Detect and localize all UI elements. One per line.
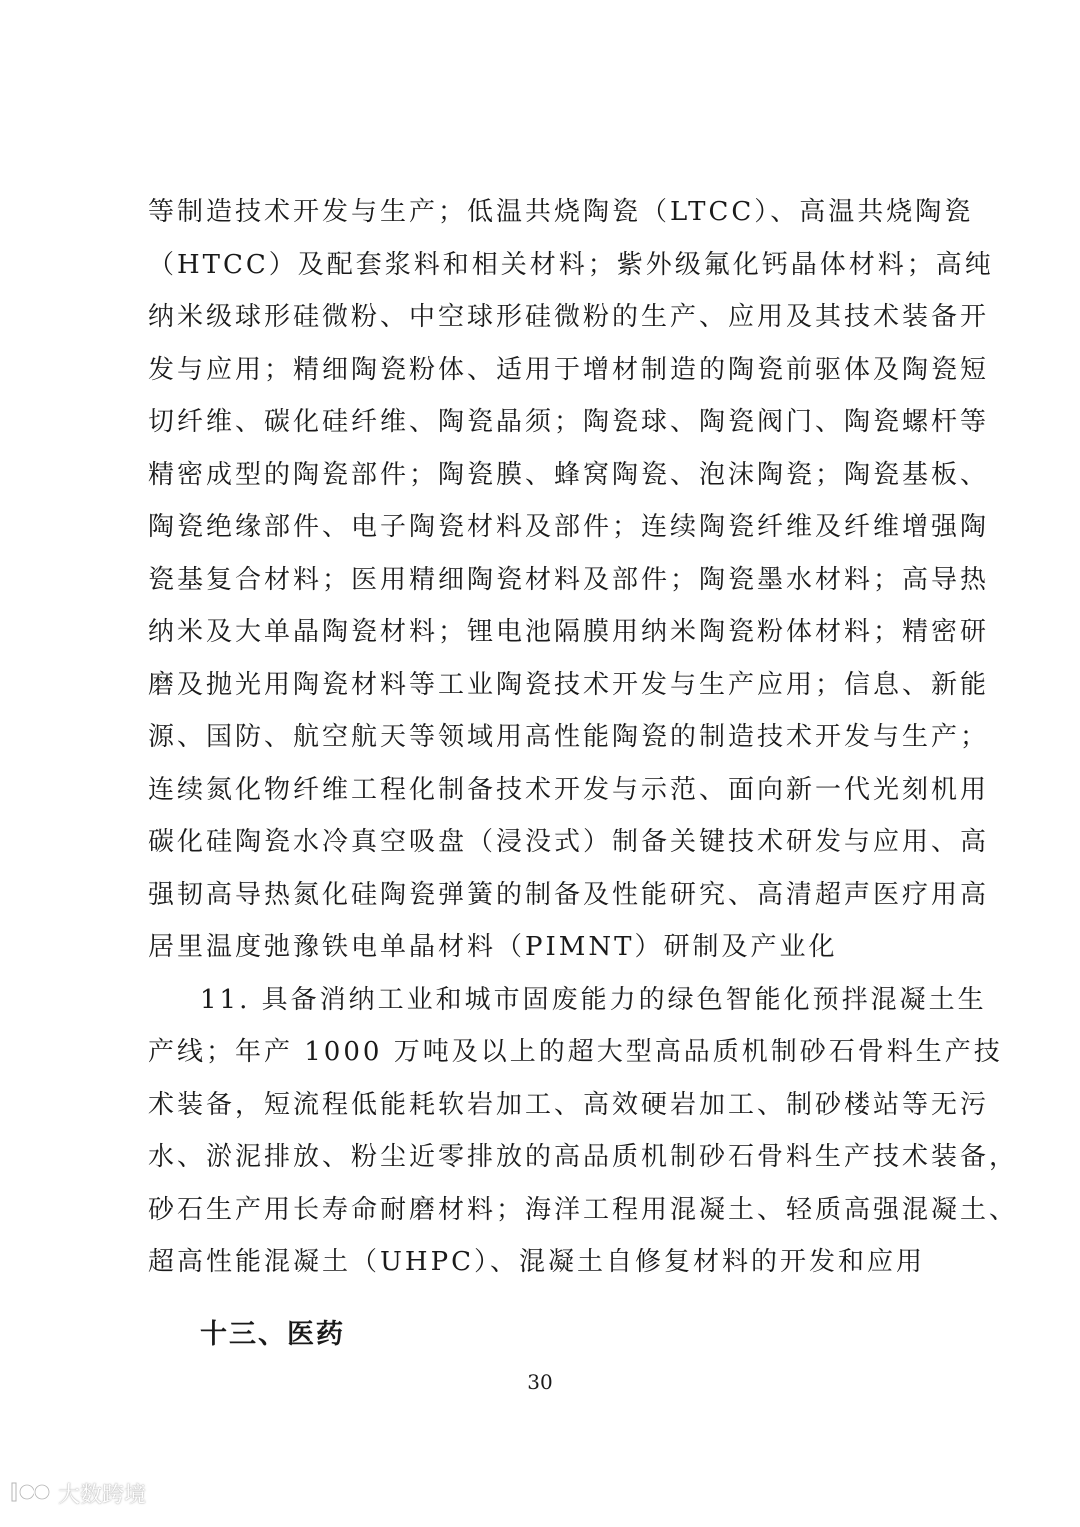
text-line: 连续氮化物纤维工程化制备技术开发与示范、面向新一代光刻机用 xyxy=(148,774,990,805)
watermark xyxy=(8,1478,146,1509)
text-line: 碳化硅陶瓷水冷真空吸盘（浸没式）制备关键技术研发与应用、高 xyxy=(148,827,990,857)
text-line: 源、国防、航空航天等领域用高性能陶瓷的制造技术开发与生产； xyxy=(148,722,990,752)
text-line: 居里温度弛豫铁电单晶材料（PIMNT）研制及产业化 xyxy=(148,932,838,962)
text-line: 等制造技术开发与生产；低温共烧陶瓷（LTCC）、高温共烧陶瓷 xyxy=(148,197,974,227)
text-line: 陶瓷绝缘部件、电子陶瓷材料及部件；连续陶瓷纤维及纤维增强陶 xyxy=(148,512,990,542)
page-number: 30 xyxy=(527,1370,553,1394)
text-line: 强韧高导热氮化硅陶瓷弹簧的制备及性能研究、高清超声医疗用高 xyxy=(148,879,990,910)
text-line: 发与应用；精细陶瓷粉体、适用于增材制造的陶瓷前驱体及陶瓷短 xyxy=(148,354,990,385)
text-line: （HTCC）及配套浆料和相关材料；紫外级氟化钙晶体材料；高纯 xyxy=(148,249,994,280)
text-line: 磨及抛光用陶瓷材料等工业陶瓷技术开发与生产应用；信息、新能 xyxy=(148,669,990,700)
body-text xyxy=(148,186,1019,1289)
text-line: 超高性能混凝土（UHPC）、混凝土自修复材料的开发和应用 xyxy=(148,1247,925,1277)
text-line: 切纤维、碳化硅纤维、陶瓷晶须；陶瓷球、陶瓷阀门、陶瓷螺杆等 xyxy=(148,407,990,437)
section-heading: 十三、医药 xyxy=(200,1319,345,1350)
text-line: 纳米及大单晶陶瓷材料；锂电池隔膜用纳米陶瓷粉体材料；精密研 xyxy=(148,617,990,647)
text-line: 砂石生产用长寿命耐磨材料；海洋工程用混凝土、轻质高强混凝土、 xyxy=(148,1194,1019,1225)
text-line: 纳米级球形硅微粉、中空球形硅微粉的生产、应用及其技术装备开 xyxy=(148,302,990,332)
text-line: 瓷基复合材料；医用精细陶瓷材料及部件；陶瓷墨水材料；高导热 xyxy=(148,564,990,595)
watermark-text: 大数跨境 xyxy=(58,1483,147,1508)
text-line: 水、淤泥排放、粉尘近零排放的高品质机制砂石骨料生产技术装备， xyxy=(148,1142,1019,1172)
text-line: 精密成型的陶瓷部件；陶瓷膜、蜂窝陶瓷、泡沫陶瓷；陶瓷基板、 xyxy=(148,459,990,490)
brand-logo-icon xyxy=(8,1479,52,1509)
text-line: 产线；年产 1000 万吨及以上的超大型高品质机制砂石骨料生产技 xyxy=(148,1037,1003,1067)
paragraph-start-line: 11. 具备消纳工业和城市固废能力的绿色智能化预拌混凝土生 xyxy=(200,984,987,1015)
text-line: 术装备，短流程低能耗软岩加工、高效硬岩加工、制砂楼站等无污 xyxy=(148,1089,990,1120)
